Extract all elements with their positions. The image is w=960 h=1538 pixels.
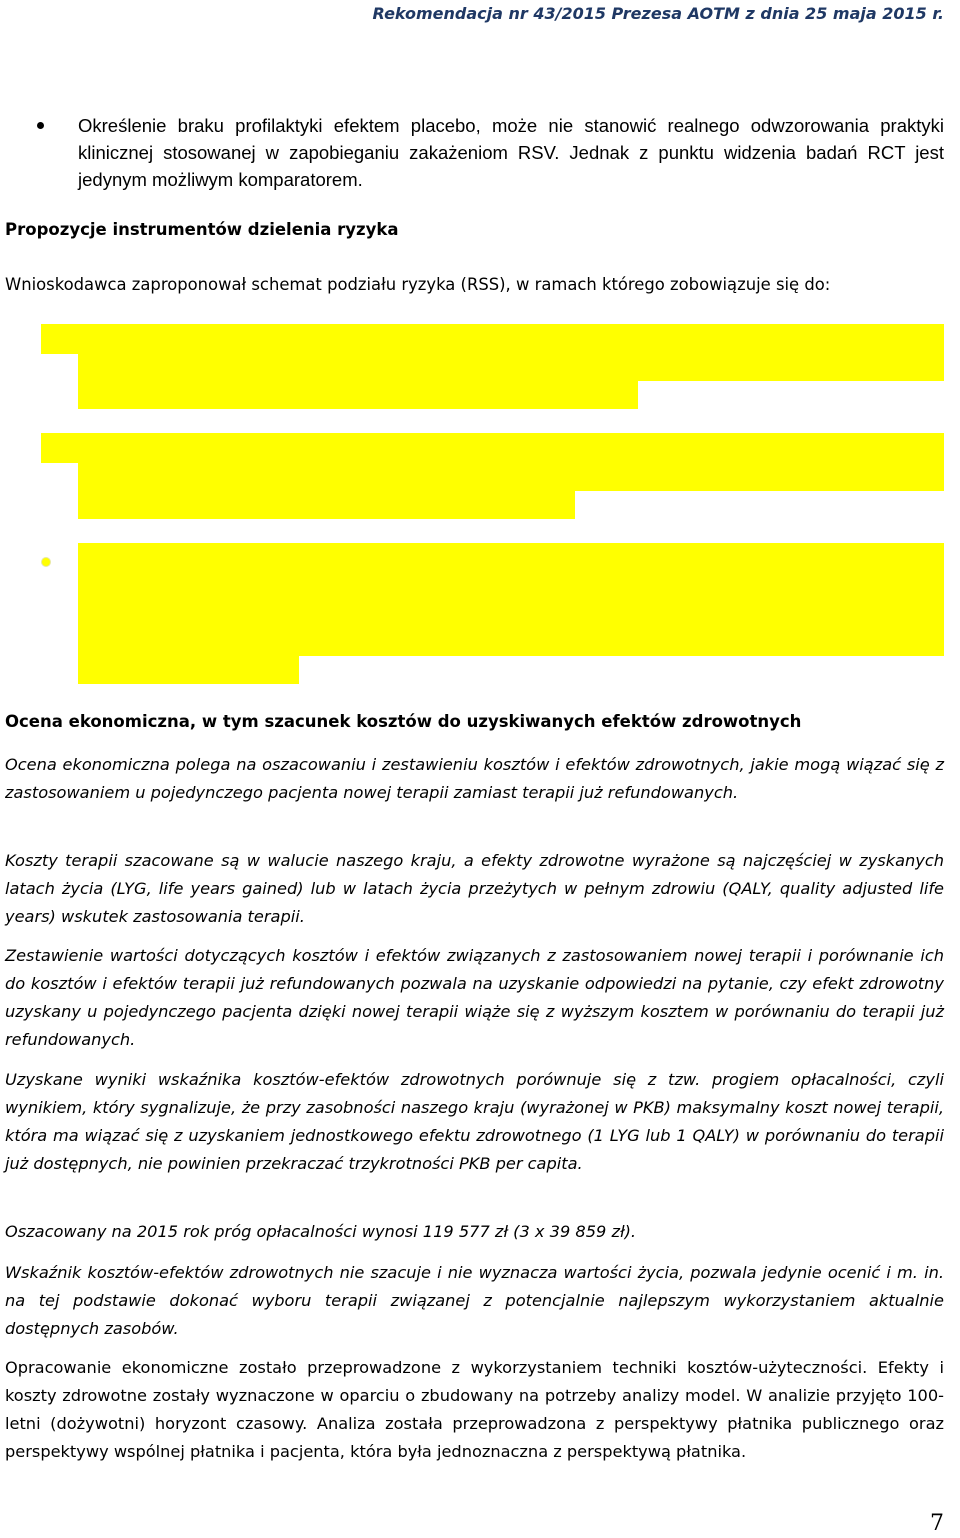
redaction-block	[78, 543, 944, 656]
redaction-block	[78, 352, 944, 381]
redaction-block	[78, 655, 299, 684]
page-number: 7	[930, 1511, 944, 1536]
bullet-icon	[37, 122, 44, 129]
econ-paragraph-3: Zestawienie wartości dotyczących kosztów i efektów związanych z zastosowaniem nowej terapii i porównanie ich do kosztów i efektów terapii już refundowanych pozwala na uzyskanie odpowiedzi na pytanie, czy efekt zdrowotny uzyskany u pojedynczego pacjenta dzięki nowej terapii wiąże się z wyższym kosztem w porównaniu do terapii już refundowanych.	[5, 946, 944, 1049]
bullet-item: Określenie braku profilaktyki efektem placebo, może nie stanowić realnego odwzorowania praktyki klinicznej stosowanej w zapobieganiu zakażeniom RSV. Jednak z punktu widzenia badań RCT jest jedynym możliwym komparatorem.	[78, 115, 944, 190]
risk-sharing-heading: Propozycje instrumentów dzielenia ryzyka	[5, 220, 399, 239]
redaction-block	[41, 433, 944, 463]
redaction-block	[41, 324, 944, 354]
redacted-bullet-icon	[41, 557, 51, 567]
econ-paragraph-4: Uzyskane wyniki wskaźnika kosztów-efektów zdrowotnych porównuje się z tzw. progiem opłacalności, czyli wynikiem, który sygnalizuje, że przy zasobności naszego kraju (wyrażonej w PKB) maksymalny koszt nowej terapii, która ma wiązać się z uzyskaniem jednostkowego efektu zdrowotnego (1 LYG lub 1 QALY) w porównaniu do terapii już dostępnych, nie powinien przekraczać trzykrotności PKB per capita.	[5, 1070, 944, 1173]
econ-paragraph-5: Oszacowany na 2015 rok próg opłacalności wynosi 119 577 zł (3 x 39 859 zł).	[5, 1222, 637, 1241]
risk-sharing-intro: Wnioskodawca zaproponował schemat podziału ryzyka (RSS), w ramach którego zobowiązuje się do:	[5, 275, 831, 294]
econ-paragraph-1: Ocena ekonomiczna polega na oszacowaniu i zestawieniu kosztów i efektów zdrowotnych, jakie mogą wiązać się z zastosowaniem u pojedynczego pacjenta nowej terapii zamiast terapii już refundowanych.	[5, 755, 944, 802]
econ-paragraph-7: Opracowanie ekonomiczne zostało przeprowadzone z wykorzystaniem techniki kosztów-użyteczności. Efekty i koszty zdrowotne zostały wyznaczone w oparciu o zbudowany na potrzeby analizy model. W analizie przyjęto 100- letni (dożywotni) horyzont czasowy. Analiza została przeprowadzona z perspektywy płatnika publicznego oraz perspektywy wspólnej płatnika i pacjenta, która była jednoznaczna z perspektywą płatnika.	[5, 1358, 944, 1461]
economic-evaluation-heading: Ocena ekonomiczna, w tym szacunek kosztów do uzyskiwanych efektów zdrowotnych	[5, 712, 802, 731]
econ-paragraph-2: Koszty terapii szacowane są w walucie naszego kraju, a efekty zdrowotne wyrażone są najczęściej w zyskanych latach życia (LYG, life years gained) lub w latach życia przeżytych w pełnym zdrowiu (QALY, quality adjusted life years) wskutek zastosowania terapii.	[5, 851, 944, 926]
document-header: Rekomendacja nr 43/2015 Prezesa AOTM z dnia 25 maja 2015 r.	[372, 4, 944, 23]
redaction-block	[78, 490, 575, 519]
redaction-block	[78, 462, 944, 491]
redaction-block	[78, 380, 638, 409]
econ-paragraph-6: Wskaźnik kosztów-efektów zdrowotnych nie szacuje i nie wyznacza wartości życia, pozwala jedynie ocenić i m. in. na tej podstawie dokonać wyboru terapii związanej z potencjalnie najlepszym wykorzystaniem aktualnie dostępnych zasobów.	[5, 1263, 944, 1338]
